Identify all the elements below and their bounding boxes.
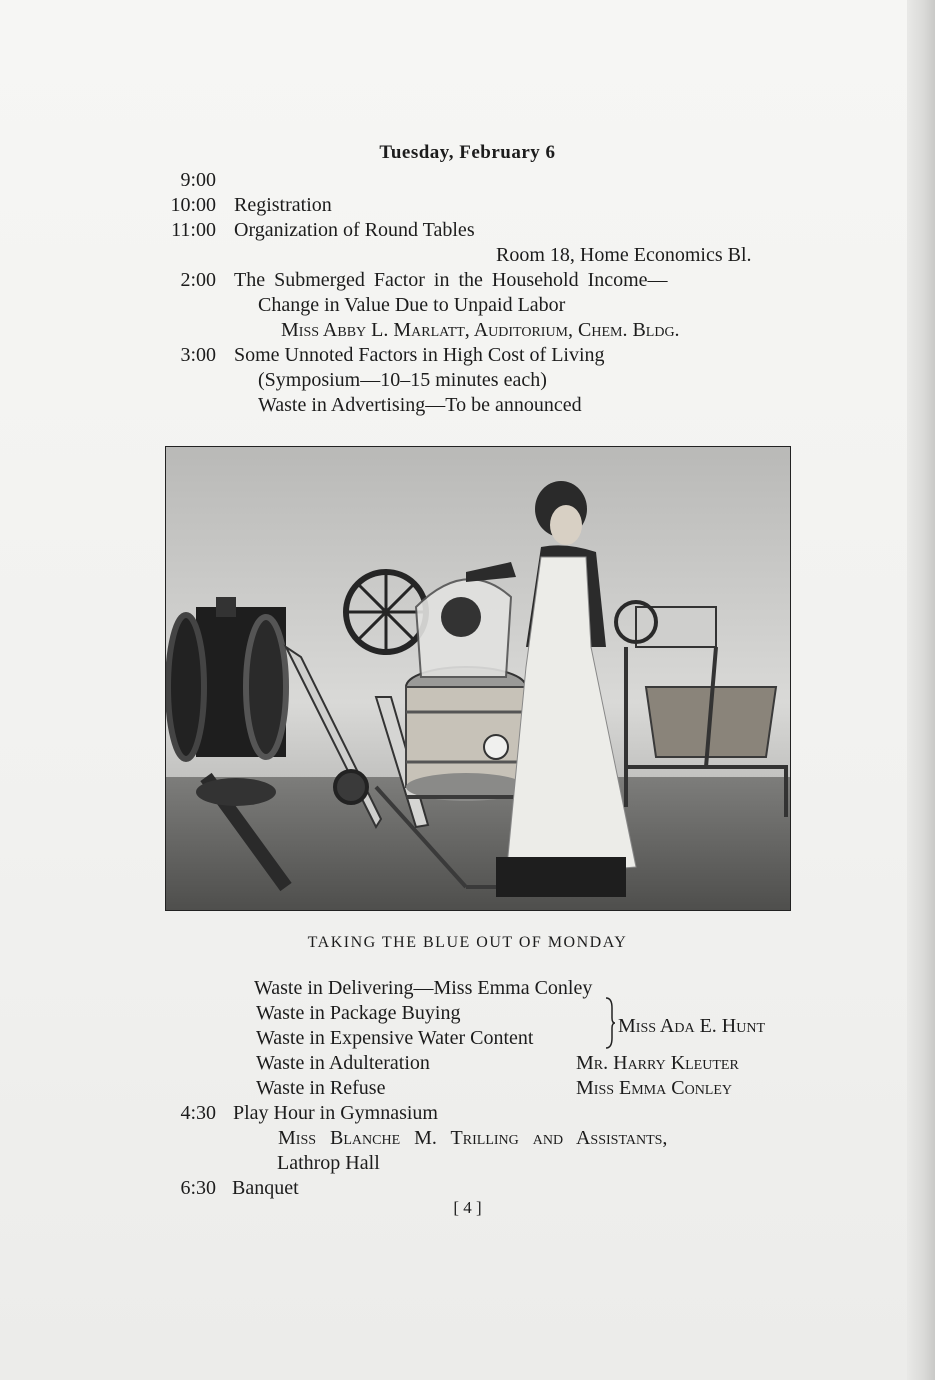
photo-illustration: [166, 447, 791, 911]
event-title: Banquet: [232, 1177, 299, 1199]
time: 10:00: [170, 194, 216, 216]
washing-machine-photo: [165, 446, 791, 911]
event-subtitle: Change in Value Due to Unpaid Labor: [258, 294, 566, 316]
symposium-speaker: Mr. Harry Kleuter: [576, 1052, 739, 1074]
photo-caption: TAKING THE BLUE OUT OF MONDAY: [307, 934, 628, 951]
symposium-item: [254, 976, 592, 1000]
symposium-speaker: Miss Emma Conley: [576, 1077, 733, 1099]
day-heading: Tuesday, February 6: [379, 142, 556, 163]
symposium-item: Waste in Refuse: [256, 1077, 386, 1099]
event-location: Room 18, Home Economics Bl.: [496, 244, 752, 266]
time: 4:30: [180, 1102, 216, 1124]
time: 11:00: [171, 219, 216, 241]
event-location: Lathrop Hall: [277, 1152, 380, 1174]
event-hosts: Miss Blanche M. Trilling and Assistants,: [278, 1127, 668, 1149]
speaker-location: Miss Abby L. Marlatt, Auditorium, Chem. Bldg.: [281, 319, 680, 341]
time: 9:00: [180, 169, 216, 191]
event-title: The Submerged Factor in the Household Income—: [234, 269, 668, 291]
page-edge-shadow: [907, 0, 935, 1380]
page-number: [ 4 ]: [453, 1198, 482, 1217]
event-title: Organization of Round Tables: [234, 219, 475, 241]
time: 6:30: [180, 1177, 216, 1199]
symposium-item: Waste in Expensive Water Content: [256, 1027, 534, 1049]
event-title: Registration: [234, 194, 332, 216]
symposium-item: Waste in Package Buying: [256, 1002, 461, 1024]
event-title: Play Hour in Gymnasium: [233, 1102, 438, 1124]
brace-speaker: Miss Ada E. Hunt: [618, 1015, 766, 1037]
brace-icon: [604, 996, 616, 1050]
event-item: Waste in Advertising—To be announced: [258, 394, 582, 416]
symposium-item: Waste in Adulteration: [256, 1052, 430, 1074]
event-title: Some Unnoted Factors in High Cost of Living: [234, 344, 605, 366]
time: 2:00: [180, 269, 216, 291]
event-note: (Symposium—10–15 minutes each): [258, 369, 547, 391]
time: 3:00: [180, 344, 216, 366]
symposium-title: Waste in Delivering—Miss Emma Conley: [254, 977, 593, 999]
